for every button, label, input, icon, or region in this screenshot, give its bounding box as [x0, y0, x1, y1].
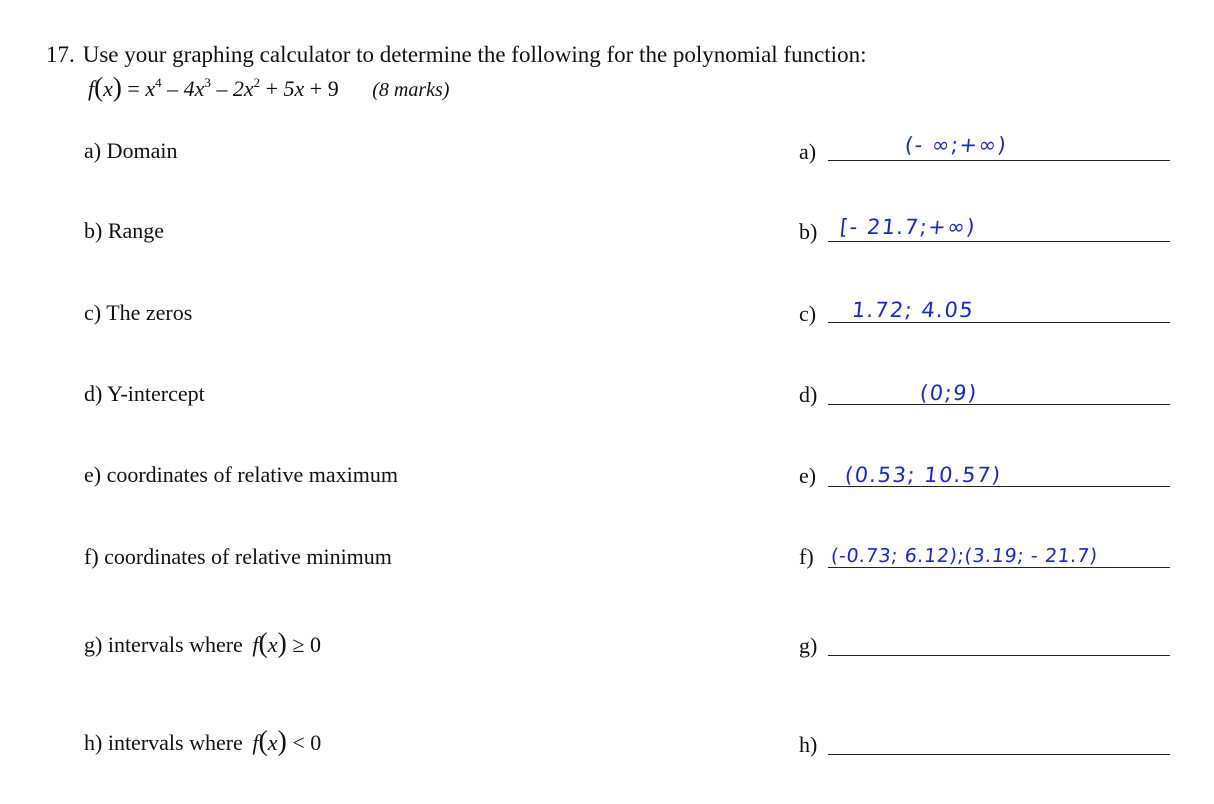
answer-h-letter: h): [799, 732, 818, 757]
answer-h-line[interactable]: [828, 754, 1170, 755]
answer-d-letter: d): [799, 382, 818, 407]
formula-exp2: 3: [204, 75, 211, 90]
part-g-prefix: g) intervals where: [84, 632, 243, 657]
answer-a-letter: a): [799, 139, 817, 164]
question-prompt: [46, 40, 866, 70]
formula-op3: +: [265, 76, 279, 101]
answer-f-handwritten: (-0.73; 6.12);(3.19; - 21.7): [829, 545, 1099, 567]
answer-g-line[interactable]: [828, 655, 1170, 656]
part-a-label: a) Domain: [84, 138, 178, 163]
answer-c-letter: c): [799, 301, 817, 326]
marks-label: (8 marks): [372, 79, 450, 101]
formula-op4: +: [309, 76, 323, 101]
answer-a-handwritten: (- ∞;+∞): [903, 133, 1009, 157]
part-g-relation: ≥ 0: [292, 632, 321, 657]
part-h-relation: < 0: [292, 730, 322, 755]
formula-term1: x: [145, 76, 156, 101]
formula-term2: 4x: [183, 76, 205, 101]
question-text: Use your graphing calculator to determine the following for the polynomial function:: [82, 42, 867, 67]
polynomial-formula: $f(x) = x^4 - 4x^3 - 2x^2 + 5x + 9$ (8 marks): [88, 72, 450, 102]
part-h-label: h) intervals where f(x) < 0: [84, 726, 322, 757]
part-g-label: g) intervals where f(x) ≥ 0: [84, 628, 321, 659]
part-h-prefix: h) intervals where: [84, 730, 243, 755]
formula-op1: –: [167, 76, 179, 101]
formula-term3: 2x: [232, 76, 254, 101]
part-f-label: f) coordinates of relative minimum: [84, 544, 392, 569]
formula-x: x: [103, 76, 113, 101]
answer-b-letter: b): [799, 219, 818, 244]
answer-e-handwritten: (0.53; 10.57): [843, 463, 1003, 487]
formula-exp3: 2: [253, 75, 261, 90]
formula-equals: =: [127, 76, 140, 101]
answer-b-line[interactable]: [828, 241, 1170, 242]
formula-op2: –: [216, 76, 228, 101]
answer-c-handwritten: 1.72; 4.05: [850, 298, 976, 322]
part-d-label: d) Y-intercept: [84, 381, 205, 406]
answer-f-letter: f): [799, 544, 814, 569]
part-b-label: b) Range: [84, 218, 165, 243]
answer-a-line[interactable]: [828, 160, 1170, 161]
part-e-label: e) coordinates of relative maximum: [84, 462, 398, 487]
answer-d-handwritten: (0;9): [918, 381, 979, 405]
answer-g-letter: g): [799, 633, 818, 658]
answer-b-handwritten: [- 21.7;+∞): [838, 215, 978, 239]
part-g-x: x: [267, 632, 278, 657]
answer-e-letter: e): [799, 463, 817, 488]
part-h-x: x: [267, 730, 278, 755]
question-number: 17.: [46, 42, 75, 67]
part-c-label: c) The zeros: [84, 300, 193, 325]
answer-d-line[interactable]: [828, 404, 1170, 405]
formula-term4: 5x: [283, 76, 305, 101]
part-g-f: f: [252, 632, 259, 657]
formula-exp1: 4: [155, 75, 162, 90]
part-h-f: f: [252, 730, 259, 755]
formula-term5: 9: [327, 76, 339, 101]
formula-f: f: [88, 76, 95, 101]
